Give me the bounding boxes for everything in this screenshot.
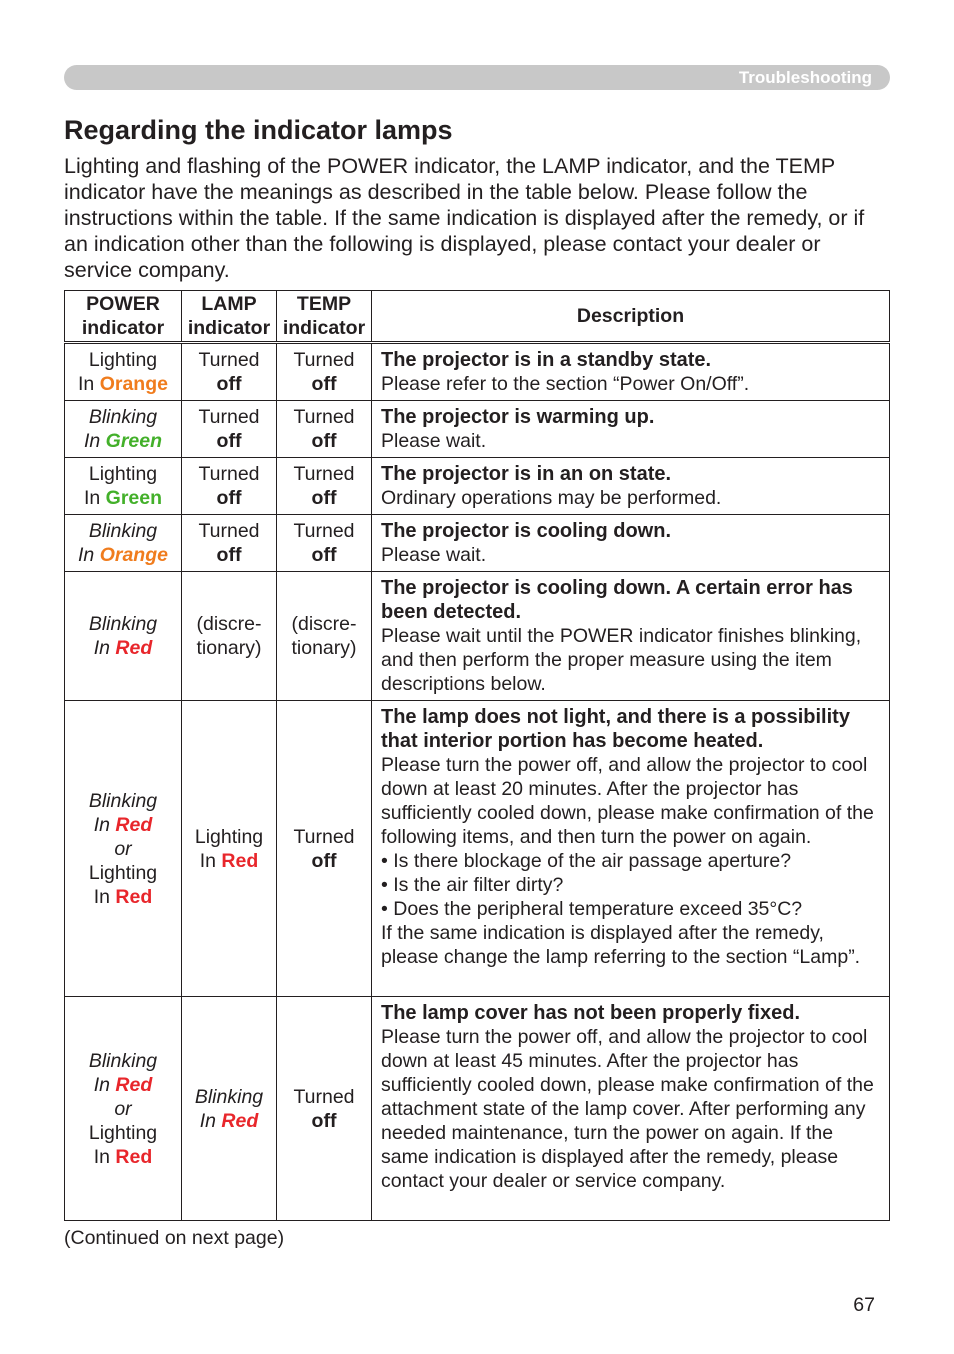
page-number: 67 <box>853 1294 875 1316</box>
description-cell <box>372 701 890 997</box>
lamp-indicator-cell: (discre- tionary) <box>182 572 277 701</box>
temp-indicator-cell: Turned off <box>277 701 372 997</box>
temp-indicator-cell: Turned off <box>277 515 372 572</box>
table-header-row <box>65 291 890 343</box>
description-text: Please wait. <box>381 544 487 566</box>
checklist-item: • Is the air filter dirty? <box>381 874 564 896</box>
description-title: The projector is cooling down. <box>381 520 672 542</box>
table-row <box>65 401 890 458</box>
description-text: If the same indication is displayed after the remedy, please change the lamp referring to the section “Lamp”. <box>381 922 861 968</box>
power-indicator-cell: Blinking In Red or Lighting In Red <box>65 997 182 1221</box>
power-indicator-cell: Blinking In Red <box>65 572 182 701</box>
section-header-bar <box>64 65 890 90</box>
lamp-indicator-cell: Turned off <box>182 515 277 572</box>
description-title: The projector is warming up. <box>381 406 655 428</box>
description-text: Ordinary operations may be performed. <box>381 487 722 509</box>
checklist-item: • Does the peripheral temperature exceed 35°C? <box>381 898 803 920</box>
intro-paragraph: Lighting and flashing of the POWER indicator, the LAMP indicator, and the TEMP indicator have the meanings as described in the table below. Please follow the instructions within the table. If the same indication is displayed after the remedy, or if an indication other than the following is displayed, please contact your dealer or service company. <box>64 154 865 282</box>
description-text: Please refer to the section “Power On/Off”. <box>381 373 750 395</box>
description-title: The lamp cover has not been properly fixed. <box>381 1002 800 1024</box>
table-row <box>65 997 890 1221</box>
lamp-indicator-cell: Turned off <box>182 343 277 401</box>
table-row <box>65 458 890 515</box>
description-title: The projector is in an on state. <box>381 463 672 485</box>
checklist-item: • Is there blockage of the air passage aperture? <box>381 850 792 872</box>
header-description: Description <box>372 291 890 343</box>
description-cell <box>372 572 890 701</box>
description-text: Please wait. <box>381 430 487 452</box>
indicator-table <box>64 290 890 1221</box>
temp-indicator-cell: Turned off <box>277 458 372 515</box>
power-indicator-cell: Blinking In Red or Lighting In Red <box>65 701 182 997</box>
power-indicator-cell: Blinking In Orange <box>65 515 182 572</box>
section-label: Troubleshooting <box>738 68 872 87</box>
description-text: Please wait until the POWER indicator finishes blinking, and then perform the proper measure using the item descriptions below. <box>381 625 862 695</box>
description-cell <box>372 343 890 401</box>
lamp-indicator-cell: Blinking In Red <box>182 997 277 1221</box>
power-indicator-cell: Lighting In Green <box>65 458 182 515</box>
continued-note: (Continued on next page) <box>64 1227 285 1249</box>
temp-indicator-cell: (discre- tionary) <box>277 572 372 701</box>
lamp-indicator-cell: Turned off <box>182 401 277 458</box>
table-row <box>65 515 890 572</box>
temp-indicator-cell: Turned off <box>277 343 372 401</box>
description-text: Please turn the power off, and allow the projector to cool down at least 45 minutes. After the projector has sufficiently cooled down, please make confirmation of the attachment state of the lamp cover. After performing any needed maintenance, turn the power on again. If the same indication is displayed after the remedy, please contact your dealer or service company. <box>381 1026 874 1192</box>
header-lamp: LAMP indicator <box>182 291 277 343</box>
power-indicator-cell: Lighting In Orange <box>65 343 182 401</box>
description-cell <box>372 458 890 515</box>
table-row <box>65 701 890 997</box>
power-indicator-cell: Blinking In Green <box>65 401 182 458</box>
lamp-indicator-cell: Lighting In Red <box>182 701 277 997</box>
header-power: POWER indicator <box>65 291 182 343</box>
table-row <box>65 572 890 701</box>
description-title: The projector is in a standby state. <box>381 349 712 371</box>
description-cell <box>372 401 890 458</box>
lamp-indicator-cell: Turned off <box>182 458 277 515</box>
temp-indicator-cell: Turned off <box>277 997 372 1221</box>
temp-indicator-cell: Turned off <box>277 401 372 458</box>
description-text: Please turn the power off, and allow the projector to cool down at least 20 minutes. After the projector has sufficiently cooled down, please make confirmation of the following items, and then turn the power on again. <box>381 754 874 848</box>
description-title: The projector is cooling down. A certain error has been detected. <box>381 577 853 623</box>
table-row <box>65 343 890 401</box>
description-cell <box>372 997 890 1221</box>
description-cell <box>372 515 890 572</box>
page-title: Regarding the indicator lamps <box>64 115 453 145</box>
header-temp: TEMP indicator <box>277 291 372 343</box>
description-title: The lamp does not light, and there is a possibility that interior portion has become heated. <box>381 706 850 752</box>
